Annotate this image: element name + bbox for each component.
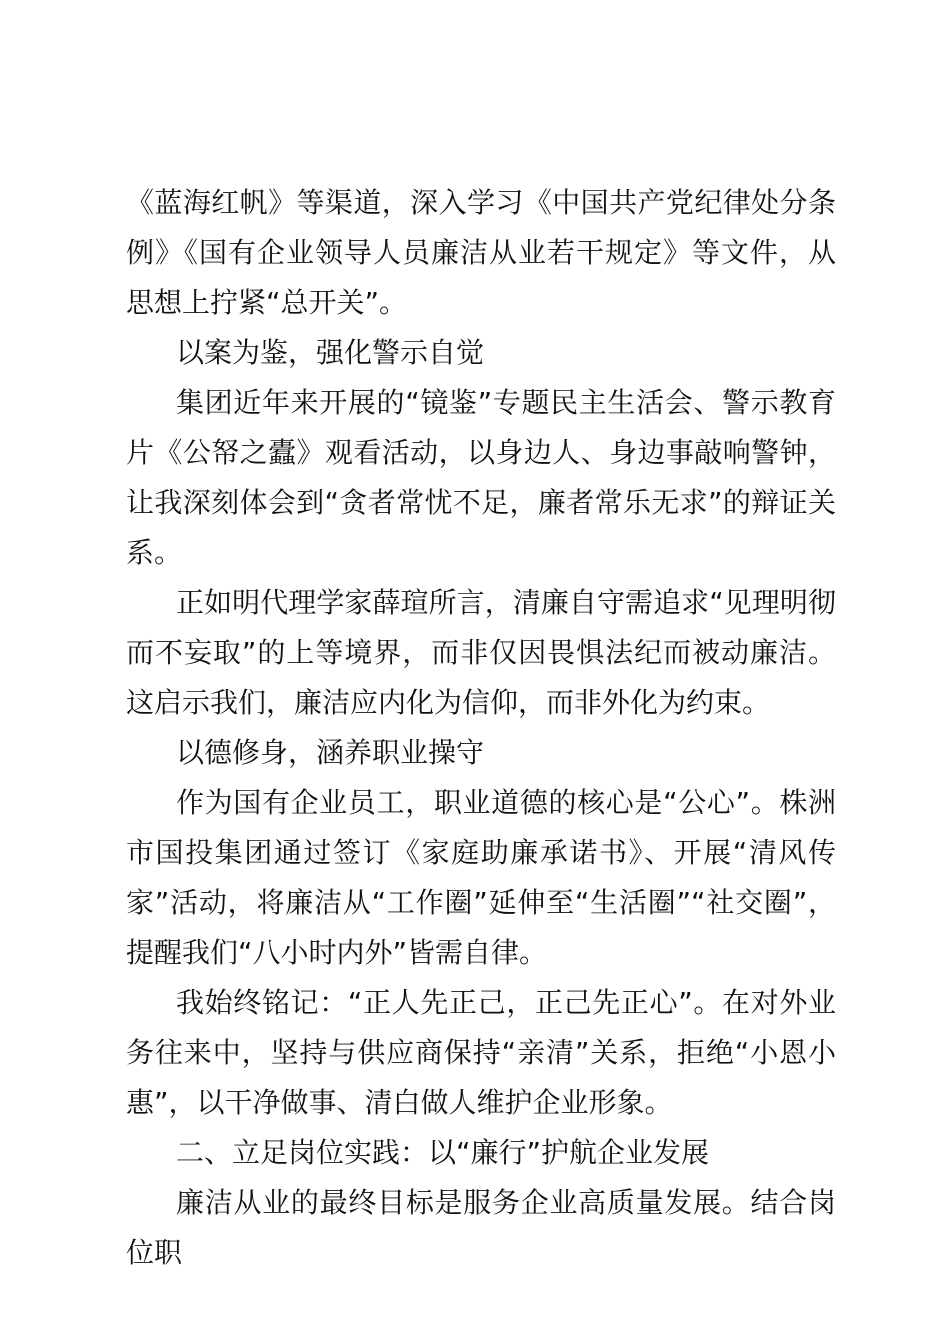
- paragraph-professional-ethics: 作为国有企业员工，职业道德的核心是“公心”。株洲市国投集团通过签订《家庭助廉承诺书》、开展“清风传家”活动，将廉洁从“工作圈”延伸至“生活圈”“社交圈”，提醒我们“八小时内外”皆需自律。: [126, 786, 836, 969]
- document-body: [126, 178, 836, 1278]
- section-heading-warning: 以案为鉴，强化警示自觉: [176, 336, 485, 369]
- section-heading-ethics: 以德修身，涵养职业操守: [176, 736, 485, 769]
- paragraph-personal-motto: 我始终铭记：“正人先正己，正己先正心”。在对外业务往来中，坚持与供应商保持“亲清”关系，拒绝“小恩小惠”，以干净做事、清白做人维护企业形象。: [126, 986, 836, 1119]
- paragraph-continuation: 《蓝海红帆》等渠道，深入学习《中国共产党纪律处分条例》《国有企业领导人员廉洁从业若干规定》等文件，从思想上拧紧“总开关”。: [126, 186, 836, 319]
- section-heading-practice: 二、立足岗位实践：以“廉行”护航企业发展: [176, 1136, 710, 1169]
- paragraph-xue-xuan-quote: 正如明代理学家薛瑄所言，清廉自守需追求“见理明彻而不妄取”的上等境界，而非仅因畏惧法纪而被动廉洁。这启示我们，廉洁应内化为信仰，而非外化为约束。: [126, 586, 836, 719]
- paragraph-practice-intro: 廉洁从业的最终目标是服务企业高质量发展。结合岗位职: [126, 1186, 836, 1269]
- paragraph-warning-education: 集团近年来开展的“镜鉴”专题民主生活会、警示教育片《公帑之蠹》观看活动，以身边人、身边事敲响警钟，让我深刻体会到“贪者常忧不足，廉者常乐无求”的辩证关系。: [126, 386, 836, 569]
